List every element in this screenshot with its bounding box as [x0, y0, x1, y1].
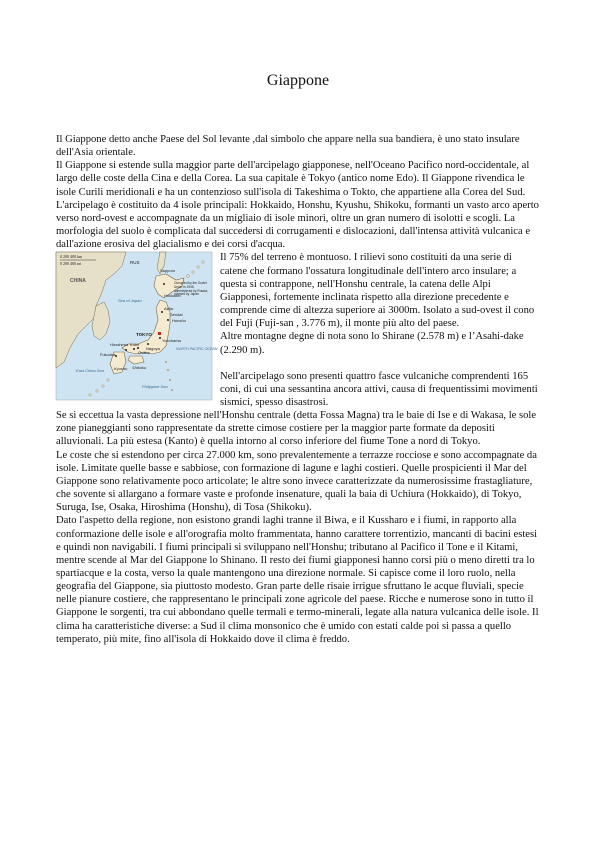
paragraph-archipelago: L'arcipelago è costituito da 4 isole principali: Hokkaido, Honshu, Kyushu, Shikoku, formanti un vasto arco aperto verso nord-ovest e accompagnate da un migliaio di isole minori, oltre un gran numero di isolotti e scogli. La morfologia del suolo è complicata dal succedersi di corrugamenti e dislocazioni, dall'intensa attività vulcanica e dall'azione erosiva del glacialismo e dei corsi d'acqua.	[56, 199, 539, 251]
paragraph-coasts: Le coste che si estendono per circa 27.000 km, sono prevalentemente a terrazze rocciose e sono accompagnate da isole. Limitate quelle basse e sabbiose, con formazione di lagune e laghi costieri. Quelle prospicienti il Mar del Giappone sono relativamente poco articolate; le altre sono invece caratterizzate da numerosissime frastagliature, che sovente si allargano a formare vaste e profonde insenature, quali la baia di Uchiura (Hokkaido), di Tokyo, Suruga, Ise, Osaka, Hiroshima (Honshu), di Tosa (Shikoku).	[56, 449, 537, 514]
map-city-kobe	[133, 348, 135, 350]
map-kuril-note-wrapper	[174, 282, 212, 310]
paragraph-mountains: Il 75% del terreno è montuoso. I rilievi sono costituiti da una serie di catene che formano l'ossatura longitudinale dell'intero arco insulare; a questa si contrappone, nell'Honshu centrale, la catena delle Alpi Giapponesi, fortemente inclinata rispetto alla direzione precedente e comprende cime di altezza superiore ai 3000m. Isolato a sud-ovest il cono del Fuji (Fuji-san , 3.776 m), il monte più alto del paese.	[220, 252, 535, 330]
map-label-china: CHINA	[70, 278, 86, 285]
paragraph-volcanoes: Nell'arcipelago sono presenti quattro fasce vulcaniche comprendenti 165 coni, di cui una sessantina ancora attivi, causa di frequentissimi movimenti sismici, spesso disastrosi.	[220, 370, 538, 408]
map-capital-marker	[158, 332, 161, 335]
map-label-sapporo: Sapporo	[160, 268, 176, 274]
paragraph-intro: Il Giappone detto anche Paese del Sol levante ,dal simbolo che appare nella sua bandiera, è uno stato insulare dell'Asia orientale.	[56, 134, 520, 159]
map-city-osaka	[137, 347, 139, 349]
map-city-sendai	[167, 319, 169, 321]
map-city-yokohama	[159, 337, 161, 339]
map-label-shikoku: Shikoku	[132, 365, 147, 371]
paragraph-plains: Se si eccettua la vasta depressione nell'Honshu centrale (detta Fossa Magna) tra le baie di Ise e di Wakasa, le sole zone pianeggianti sono rappresentate da strette cimose costiere per la maggior parte formate da depositi alluvionali. La più estesa (Kanto) è quella intorno al corso inferiore del fiume Tone a nord di Tokyo.	[56, 410, 537, 448]
map-label-hokkaido: Hokkaido	[164, 293, 181, 299]
map-label-north-pacific: NORTH PACIFIC OCEAN	[176, 347, 218, 352]
map-label-russia: RUS	[130, 260, 140, 266]
page-title: Giappone	[266, 72, 330, 89]
map-label-osaka: Osaka	[138, 350, 150, 356]
map-label-east-china-sea: East China Sea	[76, 368, 104, 374]
map-label-tokyo: TOKYO	[136, 332, 152, 338]
map-scale-mi: 0 200 400 mi	[60, 261, 82, 267]
map-label-kobe: Kobe	[130, 342, 140, 348]
map-city-sapporo	[163, 283, 165, 285]
map-label-honshu: Honshu	[172, 318, 186, 324]
japan-map-image	[56, 252, 218, 400]
map-label-kyushu: Kyushu	[114, 366, 128, 372]
map-label-yokohama: Yokohama	[162, 338, 181, 344]
paragraph-other-mountains: Altre montagne degne di nota sono lo Shirane (2.578 m) e l’Asahi-dake (2.290 m).	[220, 331, 524, 356]
paragraph-rivers-climate: Dato l'aspetto della regione, non esistono grandi laghi tranne il Biwa, e il Kussharo e i fiumi, in rapporto alla conformazione delle isole e all'orografia molto frammentata, hanno carattere torrentizio, mancanti di bacini estesi e quindi non navigabili. I fiumi principali si sviluppano nell'Honshu; tributano al Pacifico il Tone e il Kitami, mentre scende al Mar del Giappone lo Shinano. Il resto dei fiumi giapponesi hanno corsi più o meno diretti tra lo spartiacque e la costa, verso la quale mantengono una direzione normale. Si capisce come il loro ruolo, nella geografia del Giappone, sia piuttosto modesto. Gran parte delle risaie irrigue sfruttano le acque fluviali, specie nelle pianure costiere, che rappresentano le principali zone agricole del paese. Ricche e numerose sono in tutto il Giappone le sorgenti, tra cui abbondano quelle termali e termo-minerali, legate alla natura vulcanica delle isole. Il clima ha caratteristiche diverse: a Sud il clima monsonico che è umido con estati calde poi si passa a quello temperato, più mite, fino all'isola di Hokkaido dove il clima è freddo.	[56, 515, 539, 645]
map-scale-km: 0 200 400 km	[60, 254, 83, 260]
document-body	[56, 133, 540, 646]
map-label-hiroshima: Hiroshima	[110, 342, 129, 348]
map-label-sea-of-japan: Sea of Japan	[118, 298, 142, 304]
map-label-fukuoka: Fukuoka	[100, 352, 116, 358]
map-label-philippine-sea: Philippine Sea	[142, 384, 168, 390]
map-city-hiroshima	[125, 349, 127, 351]
map-kuril-note: Occupied by the Soviet Union in 1945, administered by Russia, claimed by Japan	[174, 281, 209, 297]
map-label-nagoya: Nagoya	[146, 346, 160, 352]
map-label-sendai: Sendai	[170, 312, 183, 318]
japan-map-svg	[56, 252, 218, 400]
map-label-akita: Akita	[164, 306, 173, 312]
map-city-nagoya	[147, 343, 149, 345]
paragraph-geography: Il Giappone si estende sulla maggior parte dell'arcipelago giapponese, nell'Oceano Pacifico nord-occidentale, al largo delle coste della Cina e della Corea. La sua capitale è Tokyo (antico nome Edo). Il Giappone rivendica le isole Curili meridionali e ha un contenzioso sull'isola di Takeshima o Tokto, che appartiene alla Corea del Sud.	[56, 160, 530, 198]
map-city-akita	[161, 311, 163, 313]
